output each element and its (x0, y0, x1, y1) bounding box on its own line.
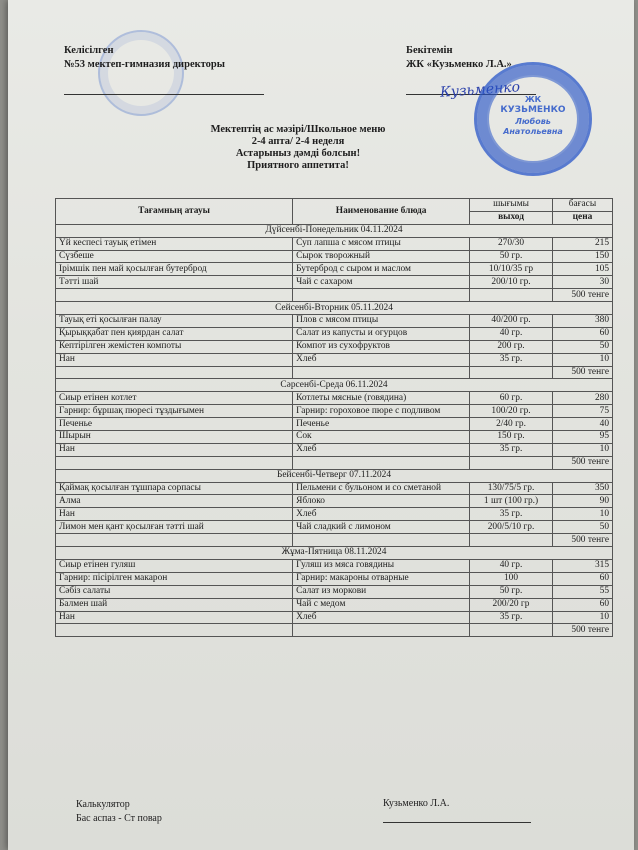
footer-right-name: Кузьменко Л.А. (383, 798, 450, 809)
dish-ru: Суп лапша с мясом птицы (293, 237, 470, 250)
dish-kz: Сүзбеше (56, 250, 293, 263)
header-approval-left (64, 44, 225, 72)
col-header-price-ru: цена (552, 211, 612, 224)
handwritten-signature: Кузьменко (439, 79, 521, 101)
dish-ru: Компот из сухофруктов (293, 340, 470, 353)
stamp-line1: ЖК (524, 95, 542, 104)
day-total: 500 тенге (552, 534, 612, 547)
faded-seal-left (98, 30, 184, 116)
dish-price: 215 (552, 237, 612, 250)
dish-output: 200/10 гр. (470, 276, 553, 289)
dish-ru: Яблоко (293, 495, 470, 508)
dish-output: 35 гр. (470, 508, 553, 521)
dish-kz: Ірімшік пен май қосылған бутерброд (56, 263, 293, 276)
dish-price: 280 (552, 392, 612, 405)
total-row (56, 624, 613, 637)
footer-signature-line (383, 822, 531, 823)
dish-kz: Гарнир: бұршақ пюресі тұздығымен (56, 405, 293, 418)
dish-kz: Тауық еті қосылған палау (56, 315, 293, 328)
table-row (56, 392, 613, 405)
dish-output: 150 гр. (470, 431, 553, 444)
dish-ru: Чай с сахаром (293, 276, 470, 289)
dish-kz: Алма (56, 495, 293, 508)
table-row (56, 572, 613, 585)
col-header-output-kz: шығымы (470, 199, 553, 212)
dish-ru: Хлеб (293, 353, 470, 366)
day-title: Жұма-Пятница 08.11.2024 (56, 547, 613, 560)
dish-kz: Сиыр етінен гуляш (56, 559, 293, 572)
dish-price: 315 (552, 559, 612, 572)
dish-output: 130/75/5 гр. (470, 482, 553, 495)
dish-price: 50 (552, 340, 612, 353)
dish-kz: Сиыр етінен котлет (56, 392, 293, 405)
dish-kz: Үй кеспесі тауық етімен (56, 237, 293, 250)
dish-price: 90 (552, 495, 612, 508)
round-stamp (474, 62, 592, 176)
col-header-ru-name: Наименование блюда (293, 199, 470, 225)
dish-output: 35 гр. (470, 443, 553, 456)
dish-output: 270/30 (470, 237, 553, 250)
dish-output: 60 гр. (470, 392, 553, 405)
dish-price: 380 (552, 315, 612, 328)
dish-kz: Қырыққабат пен қиярдан салат (56, 327, 293, 340)
table-row (56, 237, 613, 250)
dish-kz: Нан (56, 443, 293, 456)
table-row (56, 276, 613, 289)
dish-output: 40 гр. (470, 559, 553, 572)
table-row (56, 418, 613, 431)
title-line3: Астарыныз дәмді болсын! (235, 148, 361, 159)
dish-kz: Лимон мен қант қосылған тәтті шай (56, 521, 293, 534)
day-row (56, 224, 613, 237)
table-row (56, 482, 613, 495)
dish-ru: Гуляш из мяса говядины (293, 559, 470, 572)
dish-price: 350 (552, 482, 612, 495)
dish-output: 50 гр. (470, 585, 553, 598)
day-title: Бейсенбі-Четверг 07.11.2024 (56, 469, 613, 482)
table-row (56, 263, 613, 276)
header-approval-right (406, 44, 512, 72)
table-row (56, 508, 613, 521)
dish-kz: Нан (56, 353, 293, 366)
dish-ru: Печенье (293, 418, 470, 431)
footer-left-line2: Бас аспаз - Ст повар (76, 813, 162, 824)
footer-left-line1: Калькулятор (76, 799, 130, 810)
table-row (56, 405, 613, 418)
table-row (56, 611, 613, 624)
dish-kz: Кептірілген жемістен компоты (56, 340, 293, 353)
dish-kz: Тәтті шай (56, 276, 293, 289)
dish-price: 10 (552, 611, 612, 624)
header-left-line2: №53 мектеп-гимназия директоры (64, 59, 225, 70)
dish-output: 35 гр. (470, 353, 553, 366)
dish-output: 100 (470, 572, 553, 585)
table-row (56, 495, 613, 508)
dish-kz: Балмен шай (56, 598, 293, 611)
table-row (56, 559, 613, 572)
day-total: 500 тенге (552, 366, 612, 379)
total-row (56, 456, 613, 469)
header-left-line1: Келісілген (64, 45, 114, 56)
dish-kz: Нан (56, 611, 293, 624)
dish-ru: Пельмени с бульоном и со сметаной (293, 482, 470, 495)
title-line1: Мектептің ас мәзірі/Школьное меню (210, 124, 386, 135)
dish-ru: Бутерброд с сыром и маслом (293, 263, 470, 276)
dish-kz: Сәбіз салаты (56, 585, 293, 598)
stamp-line3: Любовь (515, 117, 551, 126)
table-row (56, 585, 613, 598)
dish-output: 100/20 гр. (470, 405, 553, 418)
dish-ru: Чай с медом (293, 598, 470, 611)
dish-kz: Қаймақ қосылған тұшпара сорпасы (56, 482, 293, 495)
day-title: Сәрсенбі-Среда 06.11.2024 (56, 379, 613, 392)
dish-output: 40 гр. (470, 327, 553, 340)
table-row (56, 250, 613, 263)
dish-ru: Чай сладкий с лимоном (293, 521, 470, 534)
day-row (56, 379, 613, 392)
stamp-line2: КУЗЬМЕНКО (500, 105, 566, 115)
dish-ru: Сырок творожный (293, 250, 470, 263)
table-row (56, 431, 613, 444)
dish-ru: Гарнир: макароны отварные (293, 572, 470, 585)
document-page (8, 0, 634, 850)
table-row (56, 327, 613, 340)
dish-ru: Салат из капусты и огурцов (293, 327, 470, 340)
col-header-price-kz: бағасы (552, 199, 612, 212)
dish-price: 60 (552, 598, 612, 611)
menu-title (158, 124, 438, 172)
dish-ru: Хлеб (293, 443, 470, 456)
total-row (56, 289, 613, 302)
dish-output: 40/200 гр. (470, 315, 553, 328)
table-row (56, 521, 613, 534)
dish-kz: Гарнир: пісірілген макарон (56, 572, 293, 585)
dish-ru: Сок (293, 431, 470, 444)
total-row (56, 534, 613, 547)
dish-output: 35 гр. (470, 611, 553, 624)
table-row (56, 598, 613, 611)
dish-price: 55 (552, 585, 612, 598)
dish-output: 1 шт (100 гр.) (470, 495, 553, 508)
day-row (56, 469, 613, 482)
dish-output: 200 гр. (470, 340, 553, 353)
day-row (56, 547, 613, 560)
dish-output: 200/20 гр (470, 598, 553, 611)
day-row (56, 302, 613, 315)
day-title: Дүйсенбі-Понедельник 04.11.2024 (56, 224, 613, 237)
title-line2: 2-4 апта/ 2-4 неделя (251, 136, 345, 147)
dish-output: 2/40 гр. (470, 418, 553, 431)
day-total: 500 тенге (552, 289, 612, 302)
dish-price: 10 (552, 508, 612, 521)
dish-price: 10 (552, 353, 612, 366)
table-row (56, 315, 613, 328)
header-right-line2: ЖК «Кузьменко Л.А.» (406, 59, 512, 70)
dish-output: 10/10/35 гр (470, 263, 553, 276)
dish-price: 40 (552, 418, 612, 431)
total-row (56, 366, 613, 379)
footer-left (76, 798, 162, 826)
day-total: 500 тенге (552, 456, 612, 469)
col-header-kz-name: Тағамның атауы (56, 199, 293, 225)
dish-output: 200/5/10 гр. (470, 521, 553, 534)
dish-ru: Хлеб (293, 508, 470, 521)
menu-table (55, 198, 613, 637)
dish-ru: Котлеты мясные (говядина) (293, 392, 470, 405)
dish-price: 150 (552, 250, 612, 263)
dish-price: 105 (552, 263, 612, 276)
dish-kz: Нан (56, 508, 293, 521)
dish-kz: Печенье (56, 418, 293, 431)
dish-price: 30 (552, 276, 612, 289)
dish-ru: Салат из моркови (293, 585, 470, 598)
dish-price: 75 (552, 405, 612, 418)
dish-price: 50 (552, 521, 612, 534)
dish-ru: Плов с мясом птицы (293, 315, 470, 328)
col-header-output-ru: выход (470, 211, 553, 224)
day-title: Сейсенбі-Вторник 05.11.2024 (56, 302, 613, 315)
table-row (56, 353, 613, 366)
day-total: 500 тенге (552, 624, 612, 637)
dish-output: 50 гр. (470, 250, 553, 263)
header-right-line1: Бекітемін (406, 45, 453, 56)
dish-ru: Хлеб (293, 611, 470, 624)
dish-price: 10 (552, 443, 612, 456)
dish-kz: Шырын (56, 431, 293, 444)
dish-price: 95 (552, 431, 612, 444)
dish-price: 60 (552, 572, 612, 585)
table-row (56, 443, 613, 456)
dish-price: 60 (552, 327, 612, 340)
title-line4: Приятного аппетита! (247, 160, 349, 171)
table-row (56, 340, 613, 353)
signature-line-left (64, 94, 264, 95)
stamp-line4: Анатольевна (503, 127, 563, 136)
dish-ru: Гарнир: гороховое пюре с подливом (293, 405, 470, 418)
